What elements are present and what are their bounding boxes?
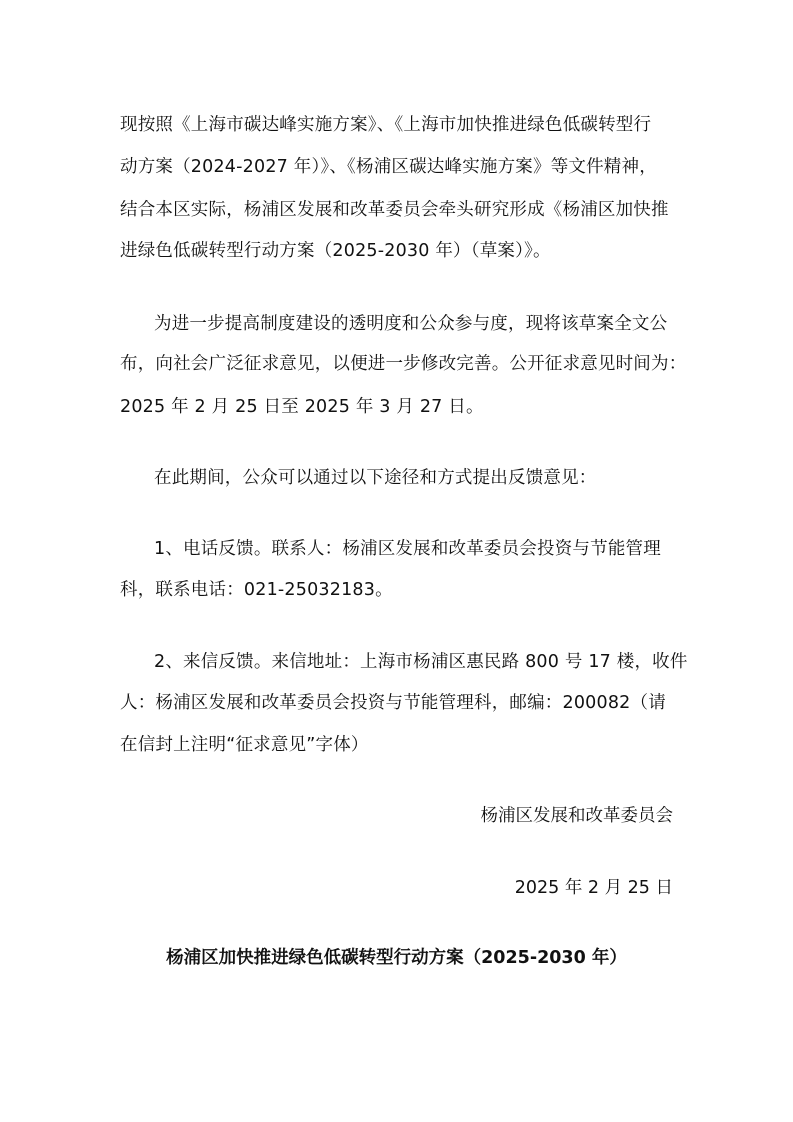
paragraph-1-line-2: 动方案（2024-2027 年）》、《杨浦区碳达峰实施方案》等文件精神， <box>120 157 657 177</box>
document-title: 杨浦区加快推进绿色低碳转型行动方案（2025-2030 年） <box>166 948 627 968</box>
item-2-line-1: 2、来信反馈。来信地址：上海市杨浦区惠民路 800 号 17 楼，收件 <box>154 652 688 672</box>
paragraph-1-line-4: 进绿色低碳转型行动方案（2025-2030 年）（草案）》。 <box>120 241 551 261</box>
item-1-line-1: 1、电话反馈。联系人：杨浦区发展和改革委员会投资与节能管理 <box>154 539 661 559</box>
paragraph-3-line-1: 在此期间，公众可以通过以下途径和方式提出反馈意见： <box>154 468 597 488</box>
item-1-line-2: 科，联系电话：021-25032183。 <box>120 580 393 600</box>
paragraph-1-line-3: 结合本区实际，杨浦区发展和改革委员会牵头研究形成《杨浦区加快推 <box>120 200 669 220</box>
paragraph-2-line-2: 布，向社会广泛征求意见，以便进一步修改完善。公开征求意见时间为： <box>120 354 687 374</box>
item-2-line-3: 在信封上注明“征求意见”字体） <box>120 735 369 755</box>
paragraph-2-line-1: 为进一步提高制度建设的透明度和公众参与度，现将该草案全文公 <box>154 314 668 334</box>
signature-organization: 杨浦区发展和改革委员会 <box>480 806 673 826</box>
signature-date: 2025 年 2 月 25 日 <box>514 878 673 898</box>
paragraph-1-line-1: 现按照《上海市碳达峰实施方案》、《上海市加快推进绿色低碳转型行 <box>120 115 652 135</box>
paragraph-2-line-3: 2025 年 2 月 25 日至 2025 年 3 月 27 日。 <box>120 397 484 417</box>
item-2-line-2: 人：杨浦区发展和改革委员会投资与节能管理科，邮编：200082（请 <box>120 693 666 713</box>
